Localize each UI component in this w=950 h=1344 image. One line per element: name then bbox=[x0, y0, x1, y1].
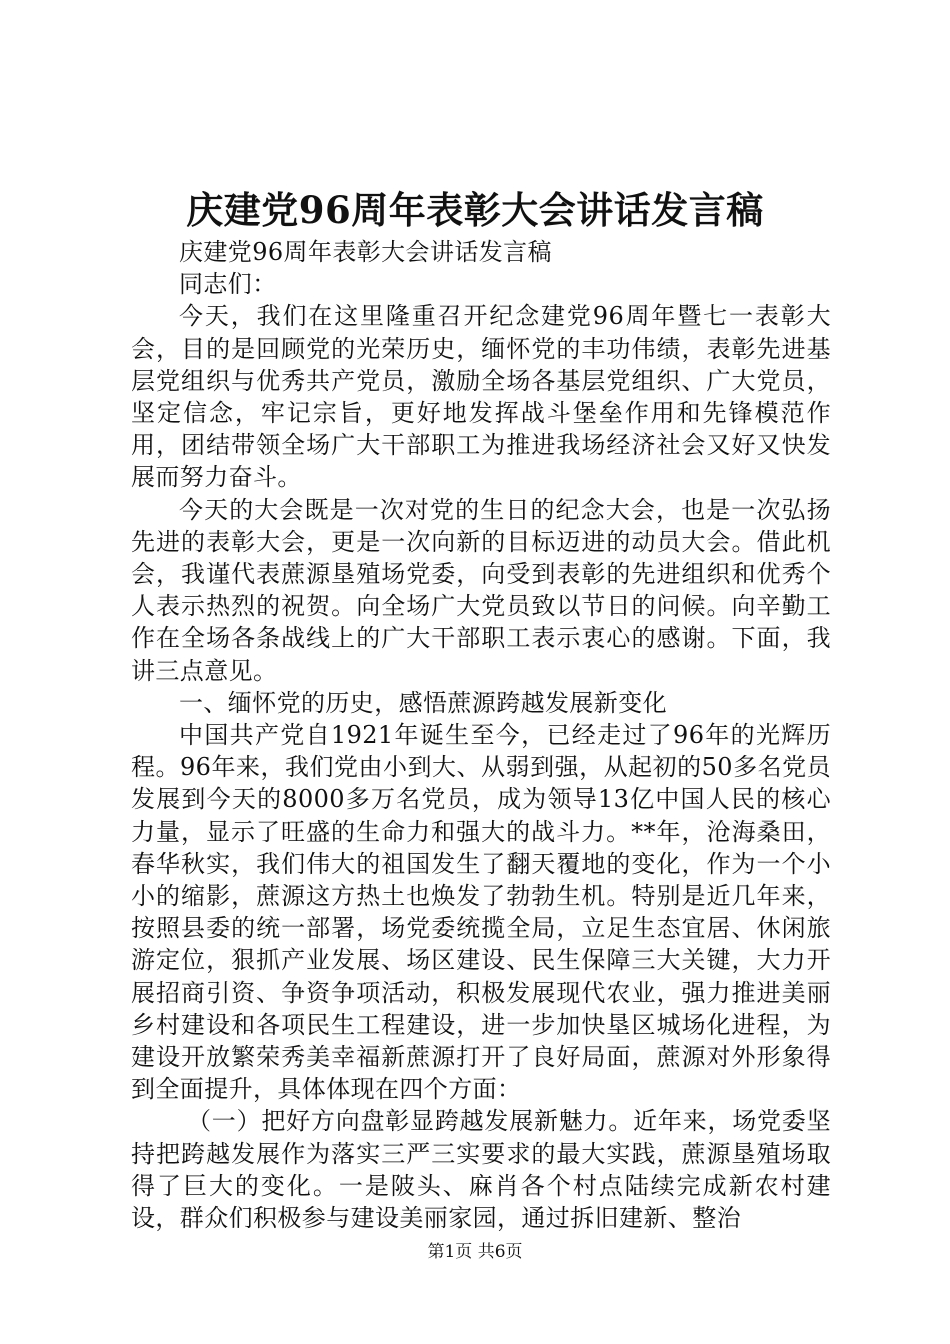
paragraph-heading-repeat: 庆建党96周年表彰大会讲话发言稿 bbox=[179, 238, 552, 266]
paragraph-salutation: 同志们： bbox=[179, 270, 277, 299]
document-title: 庆建党96周年表彰大会讲话发言稿 bbox=[186, 188, 764, 232]
paragraph-congratulations: 今天的大会既是一次对党的生日的纪念大会，也是一次弘扬先进的表彰大会，更是一次向新的目标迈进的动员大会。借此机会，我谨代表蔗源垦殖场党委，向受到表彰的先进组织和优秀个人表示热烈的祝贺。向全场广大党员致以节日的问候。向辛勤工作在全场各条战线上的广大干部职工表示衷心的感谢。下面，我讲三点意见。 bbox=[131, 495, 831, 685]
page-number: 第1页 共6页 bbox=[427, 1242, 523, 1262]
paragraph-subsection-one: （一）把好方向盘彰显跨越发展新魅力。近年来，场党委坚持把跨越发展作为落实三严三实要求的最大实践，蔗源垦殖场取得了巨大的变化。一是陂头、麻肖各个村点陆续完成新农村建设，群众们积极参与建设美丽家园，通过拆旧建新、整治 bbox=[131, 1107, 831, 1233]
section-heading-one: 一、缅怀党的历史，感悟蔗源跨越发展新变化 bbox=[179, 688, 667, 717]
paragraph-opening: 今天，我们在这里隆重召开纪念建党96周年暨七一表彰大会，目的是回顾党的光荣历史，缅怀党的丰功伟绩，表彰先进基层党组织与优秀共产党员，激励全场各基层党组织、广大党员，坚定信念，牢记宗旨，更好地发挥战斗堡垒作用和先锋模范作用，团结带领全场广大干部职工为推进我场经济社会又好又快发展而努力奋斗。 bbox=[131, 302, 831, 492]
document-body bbox=[131, 236, 831, 1234]
paragraph-party-history: 中国共产党自1921年诞生至今，已经走过了96年的光辉历程。96年来，我们党由小到大、从弱到强，从起初的50多名党员发展到今天的8000多万名党员，成为领导13亿中国人民的核心力量，显示了旺盛的生命力和强大的战斗力。**年，沧海桑田，春华秋实，我们伟大的祖国发生了翻天覆地的变化，作为一个小小的缩影，蔗源这方热土也焕发了勃勃生机。特别是近几年来，按照县委的统一部署，场党委统揽全局，立足生态宜居、休闲旅游定位，狠抓产业发展、场区建设、民生保障三大关键，大力开展招商引资、争资争项活动，积极发展现代农业，强力推进美丽乡村建设和各项民生工程建设，进一步加快垦区城场化进程，为建设开放繁荣秀美幸福新蔗源打开了良好局面，蔗源对外形象得到全面提升，具体体现在四个方面： bbox=[131, 721, 831, 1104]
